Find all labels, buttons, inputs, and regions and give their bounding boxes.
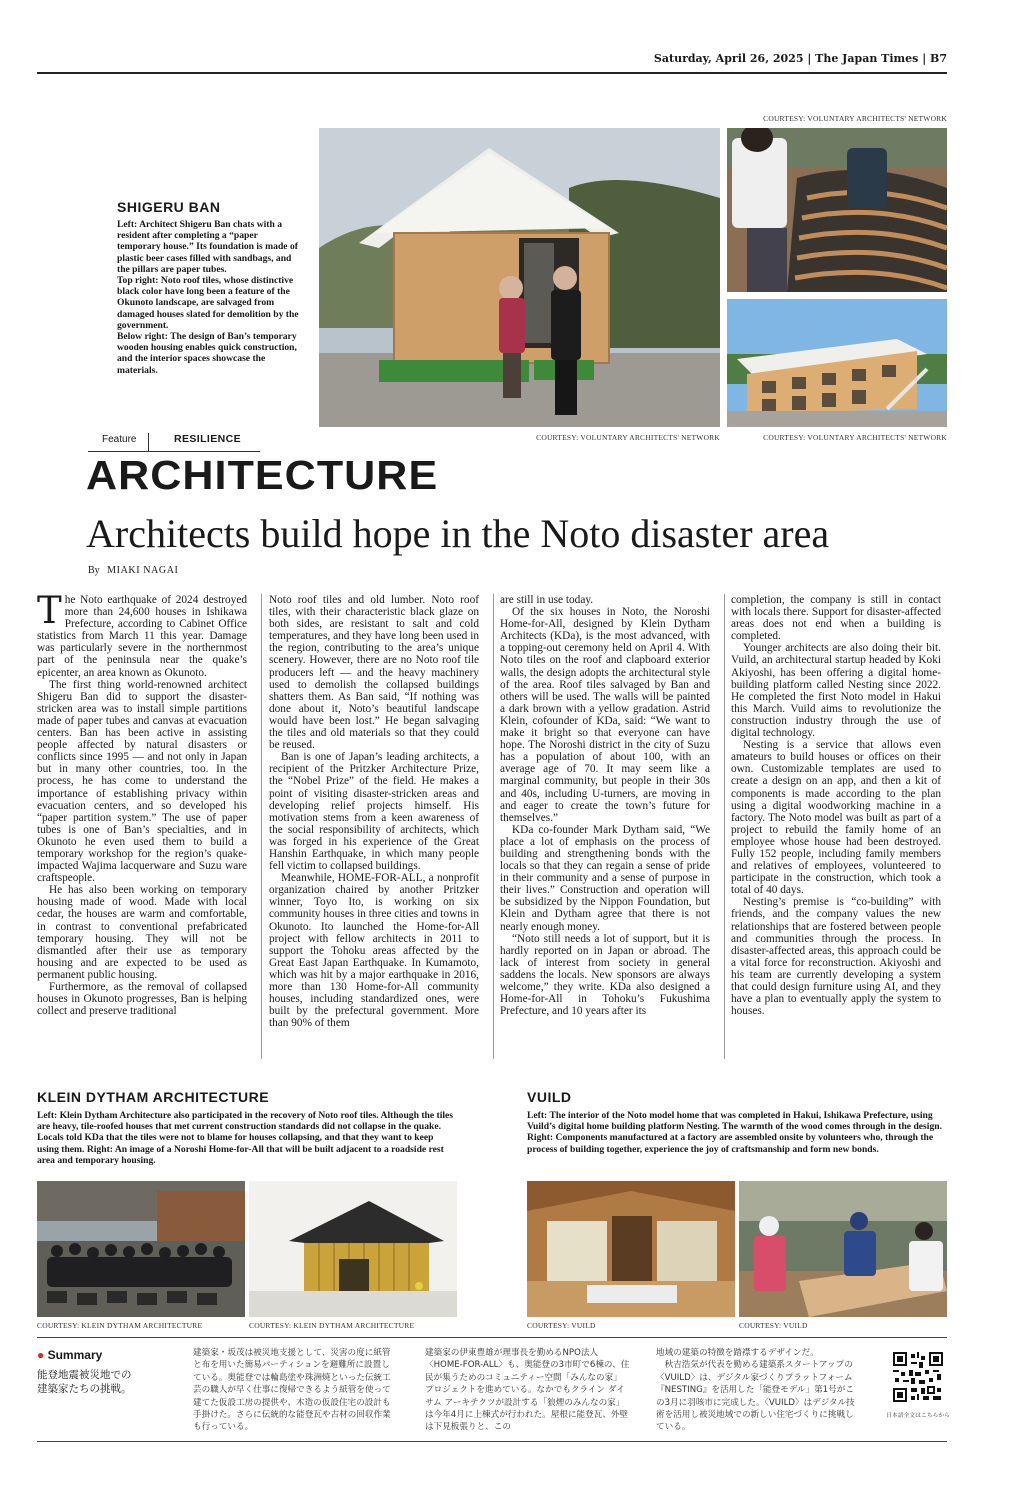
drop-cap: T [37,589,62,632]
page-header [37,52,947,72]
article-paragraph: The Noto earthquake of 2024 destroyed more than 24,600 houses in Ishikawa Prefecture, according to Cabinet Office statistics from March 11 this year. Damage was particularly severe in the northernmost part of the peninsula near the quake’s epicenter, an area known as Okunoto. [37,589,247,679]
article-column-3 [500,594,710,1017]
photo-paper-temporary-house [319,128,720,427]
section-title-shigeru-ban: SHIGERU BAN [117,199,221,215]
photo-credit: COURTESY: VOLUNTARY ARCHITECTS' NETWORK [536,433,720,442]
byline-name: MIAKI NAGAI [107,565,179,576]
article-paragraph: Younger architects are also doing their bit. Vuild, an architectural startup headed by Koki Akiyoshi, has been offering a digital home-building platform called Nesting since 2022. He completed the first Noto model in Hakui this March. Vuild aims to revolutionize the construction industry through the use of digital technology. [731,642,941,740]
article-paragraph: The first thing world-renowned architect Shigeru Ban did to support the disaster-stricken area was to install simple partitions made of paper tubes and canvas at evacuation centers. Ban has been active in assisting people affected by natural disasters or conflicts since 1995 — and not only in Japan but in many other countries, too. In the process, he has come to understand the importance of establishing privacy within evacuation centers, and so developed his “paper partition system.” The use of paper tubes is one of Ban’s specialties, and in Okunoto he even used them to build a temporary workshop for the region’s quake-impacted Wajima lacquerware and Suzu ware craftspeople. [37,678,247,885]
red-dot-icon: ● [37,1348,45,1362]
article-paragraph: Ban is one of Japan’s leading architects, a recipient of the Pritzker Architecture Prize, the “Nobel Prize” of the field. He makes a point of visiting disaster-stricken areas and developing relief projects himself. His motivation stems from a keen awareness of the social responsibility of architects, which was forged in his experience of the Great Hanshin Earthquake, in which many people fell victim to collapsed buildings. [269,751,479,873]
header-separator: | [807,52,816,65]
article-paragraph: KDa co-founder Mark Dytham said, “We place a lot of emphasis on the process of building and strengthening bonds with the locals so that they can regain a sense of pride in their community and a sense of purpose in their lives.” Construction and operation will be subsidized by the Nippon Foundation, but Klein and Dytham agree that there is not nearly enough money. [500,823,710,933]
photo-noto-roof-tiles [727,128,947,292]
summary-japanese-col-2: 建築家の伊東豊雄が理事長を勤めるNPO法人〈HOME-FOR-ALL〉も、奥能登の3市町で6棟の、住民が集うためのコミュニティー空間「みんなの家」プロジェクトを進めている。なかでもクライン ダイサム アーキテクツが設計する「狼煙のみんなの家」は今年4月に上棟式が行われた。屋根に能登瓦、外壁は下見板張りと、この [425,1348,630,1433]
article-column-2 [269,594,479,1029]
section-title-vuild: VUILD [527,1089,572,1105]
qr-label: 日本語全文はこちらから [886,1413,950,1419]
article-paragraph: are still in use today. [500,594,594,606]
footer-rule [37,1441,947,1442]
photo-credit: COURTESY: VUILD [739,1321,808,1330]
header-paper: The Japan Times [815,52,919,65]
tag-feature: Feature [102,434,137,445]
shigeru-ban-caption: Left: Architect Shigeru Ban chats with a resident after completing a “paper temporary house.” Its foundation is made of plastic beer cases filled with sandbags, and the pillars are paper tubes. Top right: Noto roof tiles, whose distinctive black color have long been a feature of the Okunoto landscape, are salvaged from damaged houses slated for demolition by the government. Below right: The design of Ban’s temporary wooden housing enables quick construction, and the interior spaces showcase the materials. [117,219,299,376]
column-divider [493,594,494,1059]
photo-credit: COURTESY: KLEIN DYTHAM ARCHITECTURE [37,1321,203,1330]
article-paragraph: Of the six houses in Noto, the Noroshi Home-for-All, designed by Klein Dytham Architects (KDa), is the most advanced, with a topping-out ceremony held on April 4. With Noto tiles on the roof and clapboard exterior walls, the design adopts the architectural style of the area. Roof tiles salvaged by Ban and others will be used. The walls will be painted a dark brown with a yellow gradation. Astrid Klein, cofounder of KDa, said: “We want to make it bright so that everyone can have hope. The Noroshi district in the city of Suzu has a population of about 100, with an average age of 70. It may seem like a marginal community, but people in their 30s and 40s, including U-turners, are moving in and eager to create the town’s future for themselves.” [500,606,710,824]
qr-code-icon[interactable] [893,1352,943,1402]
article-paragraph: He has also been working on temporary housing made of wood. Made with local cedar, the houses are warm and comfortable, in contrast to conventional prefabricated temporary housing. They will not be dismantled after their use as temporary housing and are expected to be used as permanent public housing. [37,884,247,981]
photo-temporary-wooden-housing [727,299,947,427]
header-separator: | [922,52,931,65]
photo-credit: COURTESY: VOLUNTARY ARCHITECTS' NETWORK [763,433,947,442]
summary-heading [37,1348,102,1362]
photo-volunteers-assembling [739,1181,947,1317]
photo-credit: COURTESY: VOLUNTARY ARCHITECTS' NETWORK [763,114,947,123]
summary-rule [37,1337,947,1338]
photo-noto-model-interior [527,1181,735,1317]
article-paragraph: Meanwhile, HOME-FOR-ALL, a nonprofit organization chaired by another Pritzker winner, Toyo Ito, is working on six community houses in three cities and towns in Okunoto. Ito launched the Home-for-All project with fellow architects in 2011 to support the Tohoku areas affected by the Great East Japan Earthquake. In Kumamoto, which was hit by a major earthquake in 2016, more than 130 Home-for-All community houses, including standardized ones, were built by the prefectural government. More than 90% of them [269,872,479,1030]
article-paragraph: Nesting is a service that allows even amateurs to build houses or offices on their own. Customizable templates are used to create a design on an app, and then a kit of components is made according to the plan using a digital woodworking machine in a factory. The Noto model was built as part of a project to rebuild the family home of an employee whose house had been destroyed. Fully 152 people, including family members and relatives of employees, volunteered to participate in the construction, which took a total of 40 days. [731,739,941,897]
photo-credit: COURTESY: KLEIN DYTHAM ARCHITECTURE [249,1321,415,1330]
tag-divider [148,433,149,451]
article-column-1 [37,589,247,1018]
column-divider [261,594,262,1059]
summary-label: Summary [47,1348,103,1362]
summary-lead: 能登地震被災地での 建築家たちの挑戦。 [37,1369,132,1395]
header-rule [37,72,947,74]
article-paragraph: Nesting’s premise is “co-building” with friends, and the company values the new relationships that are fostered between people and communities through the process. In disaster-affected areas, this approach could be a vital force for reconstruction. Akiyoshi and his team are currently developing a system that could design furniture using AI, and they have a plan to eventually apply the system to houses. [731,896,941,1018]
article-paragraph: completion, the company is still in contact with locals there. Support for disaster-affected areas does not end when a building is completed. [731,594,941,643]
column-divider [724,594,725,1059]
article-column-4 [731,594,941,1017]
photo-noroshi-home-for-all-rendering [249,1181,457,1317]
byline [88,565,178,576]
article-paragraph: Noto roof tiles and old lumber. Noto roof tiles, with their characteristic black glaze on both sides, are resistant to salt and cold temperatures, and they have long been used in the region, contributing to the area’s unique scenery. However, there are no Noto roof tile producers left — and the heavy machinery used to demolish the collapsed buildings shatters them. As Ban said, “If nothing was done about it, Noto’s beautiful landscape would have been lost.” He began salvaging the tiles and old materials so that they could be reused. [269,594,479,752]
article-paragraph: Furthermore, as the removal of collapsed houses in Okunoto progresses, Ban is helping collect and preserve traditional [37,981,247,1018]
summary-japanese-col-1: 建築家・坂茂は被災地支援として、災害の度に紙管と布を用いた簡易パーティションを避難所に設置している。奥能登では輪島塗や珠洲焼といった伝統工芸の職人が早く仕事に復帰できるよう紙管を使って建てた仮設工房の提供や、木造の仮設住宅の設計も手掛けた。さらに伝統的な能登瓦や古材の回収作業も行っている。 [193,1348,391,1433]
header-date: Saturday, April 26, 2025 [653,52,804,65]
header-page: B7 [930,52,947,65]
summary-japanese-col-3: 地域の建築の特徴を踏襟するデザインだ。 秋吉浩気が代表を勤める建築系スタートアップの〈VUILD〉は、デジタル家づくりプラットフォーム『NESTING』を活用した「能登モデル」第1号がこの3月に羽咳市に完成した。〈VUILD〉はデジタル技術を活用し被災地域での新しい住宅づくりに挑戦している。 [656,1348,855,1433]
vuild-caption: Left: The interior of the Noto model home that was completed in Hakui, Ishikawa Prefecture, using Vuild’s digital home building platform Nesting. The warmth of the wood comes through in the design. Right: Components manufactured at a factory are assembled onsite by volunteers who, through the process of building together, experience the joy of craftsmanship and form new bonds. [527,1110,942,1155]
klein-dytham-caption: Left: Klein Dytham Architecture also participated in the recovery of Noto roof tiles. Although the tiles are heavy, tile-roofed houses that met current construction standards did not collapse in the quake. Locals told KDa that the tiles were not to blame for houses collapsing, and that they want to keep using them. Right: An image of a Noroshi Home-for-All that will be built adjacent to a roadside rest area and temporary housing. [37,1110,454,1166]
headline: Architects build hope in the Noto disaster area [86,511,830,556]
byline-prefix: By [88,565,100,576]
photo-tile-recovery-group [37,1181,245,1317]
tag-section: RESILIENCE [174,433,242,445]
feature-tag-bar [88,433,260,452]
article-paragraph: “Noto still needs a lot of support, but it is hardly reported on in Japan or abroad. The lack of interest from society in general saddens the locals. New sponsors are always welcome,” they write. KDa also designed a Home-for-All in Tohoku’s Fukushima Prefecture, and 10 years after its [500,932,710,1018]
photo-credit: COURTESY: VUILD [527,1321,596,1330]
section-title-klein-dytham: KLEIN DYTHAM ARCHITECTURE [37,1089,270,1105]
kicker: ARCHITECTURE [86,452,439,498]
